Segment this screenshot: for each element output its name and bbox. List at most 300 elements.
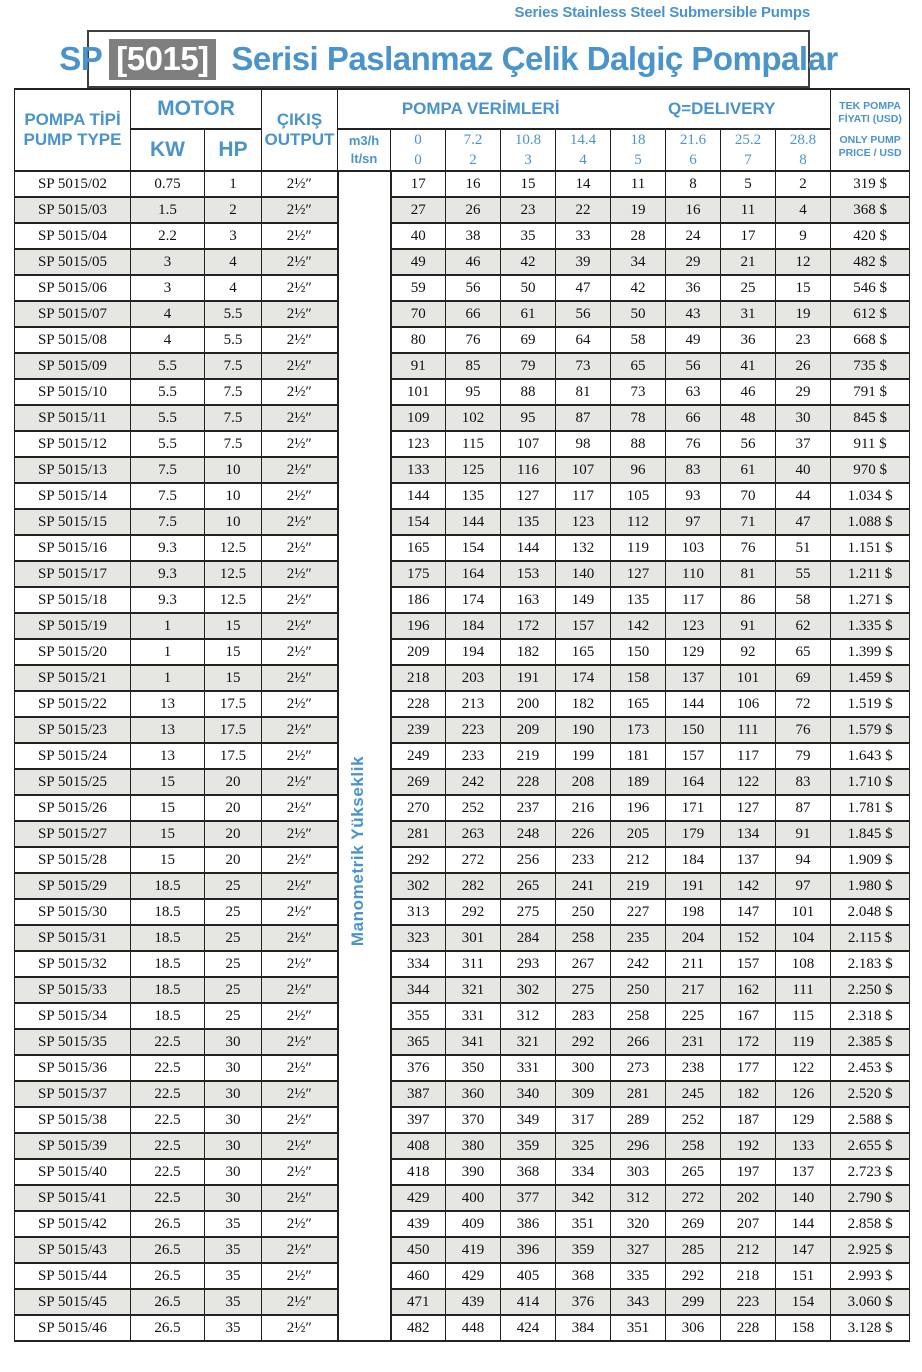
head-value-cell-7: 37 xyxy=(776,431,831,457)
head-value-cell-6: 25 xyxy=(721,275,776,301)
head-value-cell-3: 22 xyxy=(556,197,611,223)
kw-cell: 22.5 xyxy=(131,1107,205,1133)
head-value-cell-5: 269 xyxy=(666,1211,721,1237)
pump-type-cell: SP 5015/19 xyxy=(15,613,131,639)
hp-cell: 7.5 xyxy=(205,431,262,457)
price-cell: 1.781 $ xyxy=(831,795,910,821)
head-value-cell-1: 390 xyxy=(446,1159,501,1185)
hp-cell: 12.5 xyxy=(205,587,262,613)
head-value-cell-0: 165 xyxy=(391,535,446,561)
head-value-cell-3: 182 xyxy=(556,691,611,717)
head-value-cell-5: 164 xyxy=(666,769,721,795)
head-value-cell-0: 209 xyxy=(391,639,446,665)
kw-cell: 18.5 xyxy=(131,977,205,1003)
title-prefix: SP xyxy=(59,40,103,77)
head-value-cell-0: 281 xyxy=(391,821,446,847)
pump-type-cell: SP 5015/32 xyxy=(15,951,131,977)
head-value-cell-6: 92 xyxy=(721,639,776,665)
head-value-cell-4: 142 xyxy=(611,613,666,639)
table-row xyxy=(15,327,910,353)
head-value-cell-3: 241 xyxy=(556,873,611,899)
head-value-cell-4: 78 xyxy=(611,405,666,431)
table-row xyxy=(15,1029,910,1055)
head-value-cell-1: 419 xyxy=(446,1237,501,1263)
price-cell: 735 $ xyxy=(831,353,910,379)
head-value-cell-1: 321 xyxy=(446,977,501,1003)
hp-cell: 12.5 xyxy=(205,561,262,587)
price-cell: 2.723 $ xyxy=(831,1159,910,1185)
table-row xyxy=(15,1159,910,1185)
table-row xyxy=(15,1107,910,1133)
flow-col-4: 18 5 xyxy=(611,129,666,171)
head-value-cell-6: 172 xyxy=(721,1029,776,1055)
head-value-cell-6: 187 xyxy=(721,1107,776,1133)
head-value-cell-1: 125 xyxy=(446,457,501,483)
output-cell: 2½″ xyxy=(262,743,338,769)
head-value-cell-0: 186 xyxy=(391,587,446,613)
head-value-cell-7: 97 xyxy=(776,873,831,899)
head-value-cell-0: 429 xyxy=(391,1185,446,1211)
output-cell: 2½″ xyxy=(262,535,338,561)
hp-cell: 20 xyxy=(205,821,262,847)
hp-cell: 30 xyxy=(205,1185,262,1211)
head-value-cell-5: 225 xyxy=(666,1003,721,1029)
price-cell: 1.459 $ xyxy=(831,665,910,691)
head-value-cell-6: 117 xyxy=(721,743,776,769)
head-value-cell-2: 377 xyxy=(501,1185,556,1211)
head-value-cell-4: 212 xyxy=(611,847,666,873)
head-value-cell-0: 387 xyxy=(391,1081,446,1107)
table-row xyxy=(15,1289,910,1315)
head-value-cell-7: 62 xyxy=(776,613,831,639)
hp-cell: 5.5 xyxy=(205,327,262,353)
price-cell: 2.048 $ xyxy=(831,899,910,925)
head-value-cell-3: 216 xyxy=(556,795,611,821)
head-value-cell-1: 85 xyxy=(446,353,501,379)
output-cell: 2½″ xyxy=(262,353,338,379)
head-value-cell-4: 327 xyxy=(611,1237,666,1263)
head-value-cell-6: 81 xyxy=(721,561,776,587)
head-value-cell-3: 87 xyxy=(556,405,611,431)
title-rest: Serisi Paslanmaz Çelik Dalgiç Pompalar xyxy=(222,40,838,77)
price-cell: 845 $ xyxy=(831,405,910,431)
hp-cell: 10 xyxy=(205,483,262,509)
kw-cell: 26.5 xyxy=(131,1211,205,1237)
hp-cell: 17.5 xyxy=(205,691,262,717)
head-value-cell-3: 190 xyxy=(556,717,611,743)
head-value-cell-5: 238 xyxy=(666,1055,721,1081)
head-value-cell-0: 196 xyxy=(391,613,446,639)
price-cell: 2.183 $ xyxy=(831,951,910,977)
flow-col-3: 14.4 4 xyxy=(556,129,611,171)
head-value-cell-2: 405 xyxy=(501,1263,556,1289)
head-value-cell-6: 101 xyxy=(721,665,776,691)
col-header-price xyxy=(831,89,910,171)
head-value-cell-0: 109 xyxy=(391,405,446,431)
head-value-cell-1: 301 xyxy=(446,925,501,951)
pump-type-cell: SP 5015/25 xyxy=(15,769,131,795)
head-value-cell-4: 219 xyxy=(611,873,666,899)
head-value-cell-1: 272 xyxy=(446,847,501,873)
head-value-cell-7: 44 xyxy=(776,483,831,509)
head-value-cell-3: 157 xyxy=(556,613,611,639)
head-value-cell-3: 325 xyxy=(556,1133,611,1159)
hp-cell: 15 xyxy=(205,639,262,665)
head-value-cell-7: 126 xyxy=(776,1081,831,1107)
head-value-cell-6: 192 xyxy=(721,1133,776,1159)
head-value-cell-5: 63 xyxy=(666,379,721,405)
head-value-cell-4: 303 xyxy=(611,1159,666,1185)
head-value-cell-6: 202 xyxy=(721,1185,776,1211)
head-value-cell-1: 115 xyxy=(446,431,501,457)
head-value-cell-2: 144 xyxy=(501,535,556,561)
hp-cell: 25 xyxy=(205,951,262,977)
head-value-cell-3: 64 xyxy=(556,327,611,353)
col-header-motor: MOTOR xyxy=(131,89,262,129)
head-value-cell-4: 165 xyxy=(611,691,666,717)
head-value-cell-2: 414 xyxy=(501,1289,556,1315)
head-value-cell-4: 158 xyxy=(611,665,666,691)
kw-cell: 5.5 xyxy=(131,379,205,405)
head-value-cell-6: 177 xyxy=(721,1055,776,1081)
head-value-cell-5: 231 xyxy=(666,1029,721,1055)
head-value-cell-4: 58 xyxy=(611,327,666,353)
pump-type-cell: SP 5015/22 xyxy=(15,691,131,717)
head-value-cell-6: 134 xyxy=(721,821,776,847)
head-value-cell-0: 355 xyxy=(391,1003,446,1029)
pump-type-cell: SP 5015/21 xyxy=(15,665,131,691)
kw-cell: 18.5 xyxy=(131,951,205,977)
head-value-cell-1: 233 xyxy=(446,743,501,769)
head-value-cell-1: 154 xyxy=(446,535,501,561)
head-value-cell-2: 153 xyxy=(501,561,556,587)
hp-cell: 12.5 xyxy=(205,535,262,561)
head-value-cell-5: 117 xyxy=(666,587,721,613)
output-cell: 2½″ xyxy=(262,769,338,795)
price-cell: 1.399 $ xyxy=(831,639,910,665)
model-badge: [5015] xyxy=(109,39,215,80)
price-cell: 1.335 $ xyxy=(831,613,910,639)
head-value-cell-2: 275 xyxy=(501,899,556,925)
head-value-cell-4: 189 xyxy=(611,769,666,795)
head-value-cell-7: 119 xyxy=(776,1029,831,1055)
pump-type-cell: SP 5015/03 xyxy=(15,197,131,223)
head-value-cell-3: 359 xyxy=(556,1237,611,1263)
head-value-cell-3: 149 xyxy=(556,587,611,613)
price-cell: 1.151 $ xyxy=(831,535,910,561)
output-cell: 2½″ xyxy=(262,1263,338,1289)
table-row xyxy=(15,977,910,1003)
pump-type-cell: SP 5015/02 xyxy=(15,171,131,197)
head-value-cell-2: 69 xyxy=(501,327,556,353)
price-cell: 2.993 $ xyxy=(831,1263,910,1289)
kw-cell: 26.5 xyxy=(131,1289,205,1315)
head-value-cell-7: 23 xyxy=(776,327,831,353)
head-value-cell-4: 73 xyxy=(611,379,666,405)
manometric-head-column xyxy=(338,171,391,1341)
price-cell: 1.034 $ xyxy=(831,483,910,509)
head-value-cell-7: 122 xyxy=(776,1055,831,1081)
head-value-cell-5: 66 xyxy=(666,405,721,431)
table-row xyxy=(15,1133,910,1159)
head-value-cell-4: 351 xyxy=(611,1315,666,1341)
price-cell: 319 $ xyxy=(831,171,910,197)
output-cell: 2½″ xyxy=(262,1003,338,1029)
table-row xyxy=(15,873,910,899)
head-value-cell-3: 292 xyxy=(556,1029,611,1055)
head-value-cell-0: 408 xyxy=(391,1133,446,1159)
head-value-cell-2: 88 xyxy=(501,379,556,405)
kw-cell: 7.5 xyxy=(131,509,205,535)
head-value-cell-2: 248 xyxy=(501,821,556,847)
head-value-cell-5: 123 xyxy=(666,613,721,639)
head-value-cell-4: 343 xyxy=(611,1289,666,1315)
head-value-cell-6: 157 xyxy=(721,951,776,977)
table-row xyxy=(15,847,910,873)
pump-type-cell: SP 5015/26 xyxy=(15,795,131,821)
table-row xyxy=(15,691,910,717)
head-value-cell-5: 252 xyxy=(666,1107,721,1133)
head-value-cell-3: 384 xyxy=(556,1315,611,1341)
head-value-cell-3: 351 xyxy=(556,1211,611,1237)
head-value-cell-6: 31 xyxy=(721,301,776,327)
kw-cell: 15 xyxy=(131,821,205,847)
output-cell: 2½″ xyxy=(262,1315,338,1341)
table-row xyxy=(15,301,910,327)
hp-cell: 7.5 xyxy=(205,405,262,431)
head-value-cell-1: 203 xyxy=(446,665,501,691)
hp-cell: 30 xyxy=(205,1029,262,1055)
pump-type-cell: SP 5015/17 xyxy=(15,561,131,587)
output-cell: 2½″ xyxy=(262,509,338,535)
kw-cell: 13 xyxy=(131,691,205,717)
head-value-cell-6: 197 xyxy=(721,1159,776,1185)
head-value-cell-0: 228 xyxy=(391,691,446,717)
head-value-cell-0: 292 xyxy=(391,847,446,873)
head-value-cell-6: 212 xyxy=(721,1237,776,1263)
kw-cell: 7.5 xyxy=(131,457,205,483)
table-row xyxy=(15,587,910,613)
pump-type-cell: SP 5015/08 xyxy=(15,327,131,353)
head-value-cell-3: 123 xyxy=(556,509,611,535)
head-value-cell-0: 154 xyxy=(391,509,446,535)
head-value-cell-3: 342 xyxy=(556,1185,611,1211)
head-value-cell-0: 418 xyxy=(391,1159,446,1185)
hp-cell: 25 xyxy=(205,977,262,1003)
kw-cell: 22.5 xyxy=(131,1159,205,1185)
head-value-cell-2: 15 xyxy=(501,171,556,197)
output-cell: 2½″ xyxy=(262,613,338,639)
pump-type-cell: SP 5015/34 xyxy=(15,1003,131,1029)
output-cell: 2½″ xyxy=(262,691,338,717)
table-row xyxy=(15,717,910,743)
head-value-cell-0: 70 xyxy=(391,301,446,327)
price-label-line2: FİYATI (USD) xyxy=(838,113,902,126)
table-row xyxy=(15,197,910,223)
head-value-cell-7: 87 xyxy=(776,795,831,821)
pump-type-cell: SP 5015/09 xyxy=(15,353,131,379)
head-value-cell-5: 258 xyxy=(666,1133,721,1159)
kw-cell: 18.5 xyxy=(131,1003,205,1029)
head-value-cell-0: 80 xyxy=(391,327,446,353)
kw-cell: 13 xyxy=(131,717,205,743)
head-value-cell-1: 350 xyxy=(446,1055,501,1081)
price-cell: 791 $ xyxy=(831,379,910,405)
kw-cell: 18.5 xyxy=(131,873,205,899)
output-cell: 2½″ xyxy=(262,1159,338,1185)
flow-col-6: 25.2 7 xyxy=(721,129,776,171)
head-value-cell-5: 97 xyxy=(666,509,721,535)
output-cell: 2½″ xyxy=(262,873,338,899)
output-cell: 2½″ xyxy=(262,327,338,353)
hp-cell: 15 xyxy=(205,613,262,639)
head-value-cell-3: 56 xyxy=(556,301,611,327)
pump-type-cell: SP 5015/16 xyxy=(15,535,131,561)
head-value-cell-1: 144 xyxy=(446,509,501,535)
head-value-cell-6: 46 xyxy=(721,379,776,405)
head-value-cell-2: 284 xyxy=(501,925,556,951)
head-value-cell-4: 127 xyxy=(611,561,666,587)
kw-cell: 15 xyxy=(131,795,205,821)
hp-cell: 7.5 xyxy=(205,353,262,379)
kw-cell: 15 xyxy=(131,847,205,873)
kw-cell: 1 xyxy=(131,613,205,639)
flow-unit-ltsn: lt/sn xyxy=(350,151,378,166)
hp-cell: 2 xyxy=(205,197,262,223)
kw-cell: 5.5 xyxy=(131,431,205,457)
kw-cell: 22.5 xyxy=(131,1029,205,1055)
head-value-cell-6: 56 xyxy=(721,431,776,457)
output-cell: 2½″ xyxy=(262,717,338,743)
head-value-cell-0: 40 xyxy=(391,223,446,249)
head-value-cell-6: 122 xyxy=(721,769,776,795)
flow-col-0: 0 0 xyxy=(391,129,446,171)
head-value-cell-6: 106 xyxy=(721,691,776,717)
head-value-cell-6: 223 xyxy=(721,1289,776,1315)
head-value-cell-0: 439 xyxy=(391,1211,446,1237)
table-row xyxy=(15,951,910,977)
hp-cell: 20 xyxy=(205,847,262,873)
head-value-cell-5: 245 xyxy=(666,1081,721,1107)
head-value-cell-4: 50 xyxy=(611,301,666,327)
head-value-cell-2: 172 xyxy=(501,613,556,639)
flow-col-7: 28.8 8 xyxy=(776,129,831,171)
head-value-cell-2: 95 xyxy=(501,405,556,431)
pump-type-cell: SP 5015/43 xyxy=(15,1237,131,1263)
head-value-cell-5: 204 xyxy=(666,925,721,951)
head-value-cell-2: 396 xyxy=(501,1237,556,1263)
head-value-cell-5: 285 xyxy=(666,1237,721,1263)
kw-cell: 13 xyxy=(131,743,205,769)
head-value-cell-6: 111 xyxy=(721,717,776,743)
pump-type-cell: SP 5015/40 xyxy=(15,1159,131,1185)
col-header-pump-type xyxy=(15,89,131,171)
price-cell: 546 $ xyxy=(831,275,910,301)
kw-cell: 26.5 xyxy=(131,1237,205,1263)
hp-cell: 4 xyxy=(205,275,262,301)
price-cell: 420 $ xyxy=(831,223,910,249)
head-value-cell-2: 219 xyxy=(501,743,556,769)
head-value-cell-4: 266 xyxy=(611,1029,666,1055)
pump-type-cell: SP 5015/15 xyxy=(15,509,131,535)
kw-cell: 9.3 xyxy=(131,535,205,561)
head-value-cell-5: 43 xyxy=(666,301,721,327)
head-value-cell-4: 96 xyxy=(611,457,666,483)
kw-cell: 15 xyxy=(131,769,205,795)
head-value-cell-7: 55 xyxy=(776,561,831,587)
head-value-cell-6: 91 xyxy=(721,613,776,639)
hp-cell: 35 xyxy=(205,1263,262,1289)
output-cell: 2½″ xyxy=(262,847,338,873)
head-value-cell-4: 42 xyxy=(611,275,666,301)
table-row xyxy=(15,1185,910,1211)
head-value-cell-7: 147 xyxy=(776,1237,831,1263)
head-value-cell-2: 50 xyxy=(501,275,556,301)
table-row xyxy=(15,431,910,457)
head-value-cell-0: 144 xyxy=(391,483,446,509)
head-value-cell-4: 28 xyxy=(611,223,666,249)
head-value-cell-1: 429 xyxy=(446,1263,501,1289)
head-value-cell-2: 349 xyxy=(501,1107,556,1133)
price-cell: 2.250 $ xyxy=(831,977,910,1003)
head-value-cell-2: 228 xyxy=(501,769,556,795)
head-value-cell-0: 101 xyxy=(391,379,446,405)
head-value-cell-5: 36 xyxy=(666,275,721,301)
kw-cell: 3 xyxy=(131,275,205,301)
head-value-cell-6: 162 xyxy=(721,977,776,1003)
hp-cell: 30 xyxy=(205,1055,262,1081)
head-value-cell-0: 269 xyxy=(391,769,446,795)
head-value-cell-4: 135 xyxy=(611,587,666,613)
head-value-cell-4: 273 xyxy=(611,1055,666,1081)
head-value-cell-2: 79 xyxy=(501,353,556,379)
head-value-cell-4: 258 xyxy=(611,1003,666,1029)
head-value-cell-3: 107 xyxy=(556,457,611,483)
pump-type-cell: SP 5015/23 xyxy=(15,717,131,743)
kw-cell: 1 xyxy=(131,665,205,691)
head-value-cell-5: 272 xyxy=(666,1185,721,1211)
kw-cell: 2.2 xyxy=(131,223,205,249)
table-row xyxy=(15,1003,910,1029)
head-value-cell-1: 252 xyxy=(446,795,501,821)
head-value-cell-7: 15 xyxy=(776,275,831,301)
head-value-cell-1: 223 xyxy=(446,717,501,743)
head-value-cell-5: 184 xyxy=(666,847,721,873)
head-value-cell-4: 320 xyxy=(611,1211,666,1237)
kw-cell: 22.5 xyxy=(131,1133,205,1159)
head-value-cell-7: 133 xyxy=(776,1133,831,1159)
head-value-cell-6: 147 xyxy=(721,899,776,925)
head-value-cell-5: 211 xyxy=(666,951,721,977)
output-cell: 2½″ xyxy=(262,275,338,301)
head-value-cell-4: 150 xyxy=(611,639,666,665)
head-value-cell-2: 368 xyxy=(501,1159,556,1185)
head-value-cell-1: 292 xyxy=(446,899,501,925)
title-box xyxy=(59,30,838,88)
head-value-cell-0: 323 xyxy=(391,925,446,951)
output-cell: 2½″ xyxy=(262,951,338,977)
head-value-cell-3: 117 xyxy=(556,483,611,509)
head-value-cell-7: 9 xyxy=(776,223,831,249)
head-value-cell-0: 344 xyxy=(391,977,446,1003)
head-value-cell-5: 292 xyxy=(666,1263,721,1289)
head-value-cell-4: 289 xyxy=(611,1107,666,1133)
price-cell: 2.790 $ xyxy=(831,1185,910,1211)
head-value-cell-0: 17 xyxy=(391,171,446,197)
output-cell: 2½″ xyxy=(262,483,338,509)
col-header-delivery-group xyxy=(338,89,831,129)
head-value-cell-6: 182 xyxy=(721,1081,776,1107)
